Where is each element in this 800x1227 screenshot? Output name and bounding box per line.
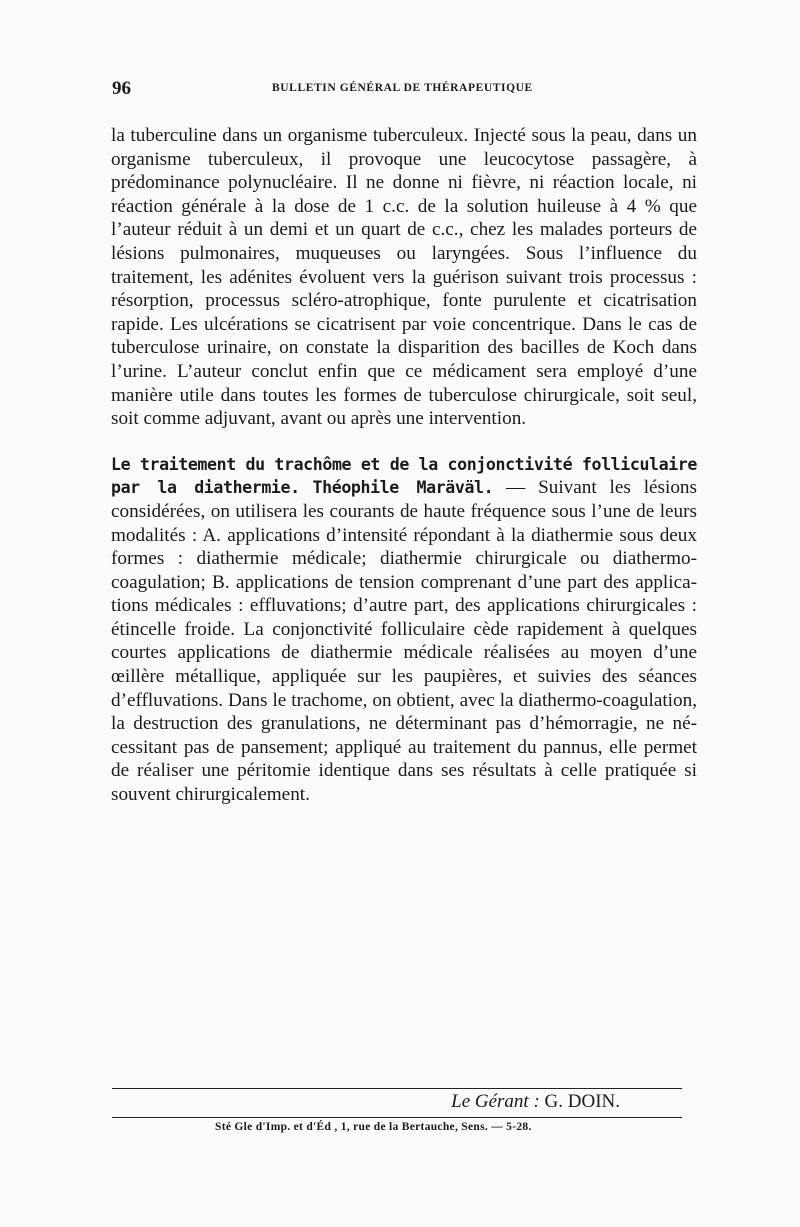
manager-line <box>451 1091 620 1113</box>
footer-rule-top <box>112 1088 682 1089</box>
printer-line: Sté Gle d'Imp. et d'Éd , 1, rue de la Bertauche, Sens. — 5-28. <box>215 1121 532 1133</box>
manager-label: Le Gérant : <box>451 1091 540 1112</box>
article-title: Le traitement du trachôme et de la conjonctivité folliculaire par la diathermie. <box>111 454 697 498</box>
body-text <box>111 124 697 807</box>
paragraph-tuberculine: la tuberculine dans un organisme tuberculeux. Injecté sous la peau, dans un organisme tuberculeux, il provoque une leucocytose passagère, à prédominance polynucléaire. Il ne donne ni fièvre, ni réaction locale, ni réaction générale à la dose de 1 c.c. de la solution huileuse à 4 % que l’auteur réduit à un demi et un quart de c.c., chez les malades porteurs de lésions pulmonaires, muqueuses ou laryngées. Sous l’influence du traitement, les adénites évoluent vers la guérison suivant trois processus : résorption, processus scléro-atrophique, fonte purulente et cicatrisation rapide. Les ulcérations se cicatrisent par voie concentrique. Dans le cas de tuberculose urinaire, on constate la disparition des bacilles de Koch dans l’urine. L’auteur conclut enfin que ce médicament sera employé d’une manière utile dans toutes les formes de tuberculose chirurgicale, soit seul, soit comme adjuvant, avant ou après une intervention. <box>111 125 697 430</box>
article-author: Théophile Maräväl. <box>312 478 494 498</box>
article-text: — Suivant les lésions considérées, on utilisera les courants de haute fréquence sous l’une de leurs modalités : A. applications d’intensité répondant à la diathermie sous deux formes : diathermie médicale; diathermie chirurgicale ou diathermo-coagulation; B. applications de tension comprenant d’une part des applications médicales : effluvations; d’autre part, des applications chirurgicales : étincelle froide. La conjonctivité folliculaire cède rapidement à quelques courtes applications de diathermie médicale réalisées au moyen d’une œillère métallique, appliquée sur les paupières, et suivies des séances d’effluvations. Dans le trachome, on obtient, avec la diathermo-coagulation, la destruction des granulations, ne déterminant pas d’hémorragie, ne nécessitant pas de pansement; appliqué au traitement du pannus, elle permet de réaliser une péritomie identique dans ses résultats à celle pratiquée si souvent chirurgicalement. <box>111 477 697 806</box>
footer-rule-bottom <box>112 1117 682 1118</box>
paragraph-trachome <box>111 453 697 807</box>
running-head: BULLETIN GÉNÉRAL DE THÉRAPEUTIQUE <box>272 82 533 94</box>
page-header <box>112 78 690 102</box>
manager-name: G. DOIN. <box>544 1091 620 1112</box>
page-number: 96 <box>112 78 131 99</box>
